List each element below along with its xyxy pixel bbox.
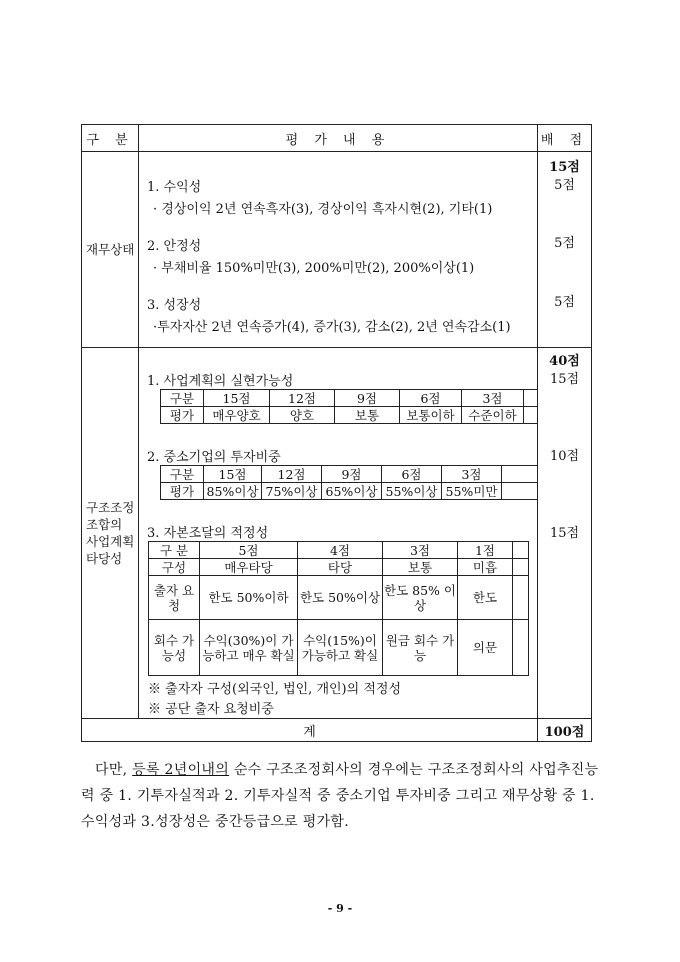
profitability-detail: · 경상이익 2년 연속흑자(3), 경상이익 흑자시현(2), 기타(1)	[153, 202, 493, 217]
business-points	[538, 348, 591, 718]
capital-points: 15점	[549, 526, 580, 541]
feasibility-row-grade: 구분 15점 12점 9점 6점 3점	[161, 390, 538, 407]
note-request-ratio: ※ 공단 출자 요청비중	[148, 702, 274, 717]
stability-points: 5점	[554, 236, 575, 251]
sme-points: 10점	[549, 449, 580, 464]
capital-row-recovery: 회수 가능성 수익(30%)이 가능하고 매우 확실 수익(15%)이 가능하고 확실 원금 회수 가능 의문	[149, 620, 529, 676]
underlined-phrase: 등록 2년이내의	[132, 762, 230, 778]
business-label: 구조조정 조합의 사업계획 타당성	[82, 348, 139, 719]
growth-detail: ·투자자산 2년 연속증가(4), 증가(3), 감소(2), 2년 연속감소(1)	[153, 320, 511, 335]
capital-row-composition: 구성 매우타당 타당 보통 미흡	[149, 559, 529, 576]
sme-investment-title: 2. 중소기업의 투자비중	[147, 450, 281, 465]
header-points: 배 점	[538, 125, 592, 152]
financial-content	[139, 152, 537, 347]
financial-points	[538, 152, 591, 347]
total-label: 계	[82, 719, 538, 742]
profitability-title: 1. 수익성	[147, 180, 202, 195]
feasibility-title: 1. 사업계획의 실현가능성	[147, 374, 294, 389]
growth-title: 3. 성장성	[147, 298, 202, 313]
capital-row-request: 출자 요청 한도 50%이하 한도 50%이상 한도 85% 이상 한도	[149, 576, 529, 620]
table-header-row	[82, 125, 592, 152]
capital-row-header: 구 분 5점 4점 3점 1점	[149, 542, 529, 559]
stability-title: 2. 안정성	[147, 239, 202, 254]
sme-investment-table	[160, 465, 538, 500]
financial-label: 재무상태	[82, 152, 139, 348]
stability-detail: · 부채비율 150%미만(3), 200%미만(2), 200%이상(1)	[153, 261, 475, 276]
capital-table	[148, 541, 529, 676]
feasibility-row-eval: 평가 매우양호 양호 보통 보통이하 수준이하	[161, 407, 538, 424]
business-section	[82, 348, 592, 719]
growth-points: 5점	[554, 295, 575, 310]
sme-row-eval: 평가 85%이상 75%이상 65%이상 55%이상 55%미만	[161, 483, 538, 500]
financial-section	[82, 152, 592, 348]
note-investor-composition: ※ 출자자 구성(외국인, 법인, 개인)의 적정성	[148, 682, 401, 697]
feasibility-points: 15점	[549, 372, 580, 387]
total-row	[82, 719, 592, 742]
header-content: 평 가 내 용	[139, 125, 538, 152]
business-content	[139, 348, 537, 718]
page-number: - 9 -	[327, 902, 353, 915]
header-category: 구 분	[82, 125, 139, 152]
business-total-points: 40점	[549, 354, 580, 369]
sme-row-grade: 구분 15점 12점 9점 6점 3점	[161, 466, 538, 483]
profitability-points: 5점	[554, 178, 575, 193]
financial-total-points: 15점	[549, 160, 580, 175]
total-points: 100점	[538, 719, 592, 742]
feasibility-table	[160, 389, 538, 424]
capital-title: 3. 자본조달의 적정성	[147, 526, 269, 541]
footnote-paragraph: 다만, 등록 2년이내의 순수 구조조정회사의 경우에는 구조조정회사의 사업추진능력 중 1. 기투자실적과 2. 기투자실적 중 중소기업 투자비중 그리고 재무상황 중 1.수익성과 3.성장성은 중간등급으로 평가함.	[81, 762, 599, 830]
evaluation-table	[81, 124, 592, 742]
